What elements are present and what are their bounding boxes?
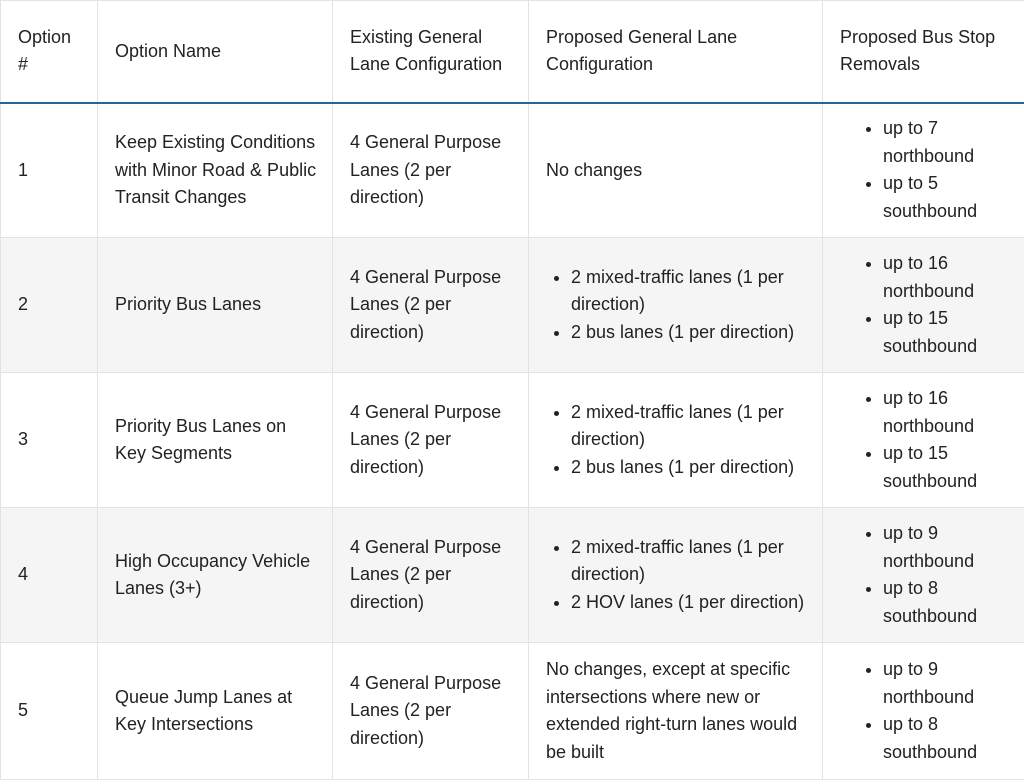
table-row <box>1 508 1024 643</box>
header-bus-stop-removals-label: Proposed Bus Stop Removals <box>840 26 996 75</box>
table-row <box>1 103 1024 238</box>
header-proposed-config <box>529 1 823 103</box>
existing-config-cell: 4 General Purpose Lanes (2 per direction) <box>333 643 529 780</box>
proposed-config-list <box>529 399 808 482</box>
option-number-cell: 2 <box>1 238 98 373</box>
proposed-config-cell: No changes <box>529 103 823 238</box>
existing-config-cell: 4 General Purpose Lanes (2 per direction) <box>333 373 529 508</box>
list-item: • up to 5 southbound <box>883 170 1010 225</box>
list-item: • up to 7 northbound <box>883 115 1010 170</box>
proposed-config-list <box>529 264 808 347</box>
list-item: • up to 8 southbound <box>883 711 1010 766</box>
proposed-config-cell <box>529 508 823 643</box>
bus-stop-list <box>841 385 1010 495</box>
list-item: • 2 mixed-traffic lanes (1 per direction) <box>571 264 808 319</box>
option-number-cell: 4 <box>1 508 98 643</box>
proposed-config-cell <box>529 373 823 508</box>
option-number-cell: 1 <box>1 103 98 238</box>
existing-config-cell: 4 General Purpose Lanes (2 per direction) <box>333 103 529 238</box>
existing-config-cell: 4 General Purpose Lanes (2 per direction) <box>333 508 529 643</box>
option-number-cell: 3 <box>1 373 98 508</box>
existing-config-cell: 4 General Purpose Lanes (2 per direction) <box>333 238 529 373</box>
header-existing-config-label: Existing General Lane Configuration <box>350 26 503 75</box>
list-item: • 2 bus lanes (1 per direction) <box>571 454 808 482</box>
list-item: • 2 bus lanes (1 per direction) <box>571 319 808 347</box>
option-name-cell: Keep Existing Conditions with Minor Road & Public Transit Changes <box>98 103 333 238</box>
list-item: • up to 9 northbound <box>883 656 1010 711</box>
table-row <box>1 238 1024 373</box>
proposed-config-list <box>529 534 808 617</box>
option-number-cell: 5 <box>1 643 98 780</box>
list-item: • up to 15 southbound <box>883 440 1010 495</box>
option-name-cell: Priority Bus Lanes <box>98 238 333 373</box>
bus-stop-list <box>841 520 1010 630</box>
bus-stop-removals-cell <box>823 238 1024 373</box>
option-name-cell: Queue Jump Lanes at Key Intersections <box>98 643 333 780</box>
table-body <box>1 103 1024 780</box>
proposed-config-cell: No changes, except at specific intersections where new or extended right-turn lanes would be built <box>529 643 823 780</box>
bus-stop-removals-cell <box>823 508 1024 643</box>
bus-stop-removals-cell <box>823 643 1024 780</box>
header-row <box>1 1 1024 103</box>
header-option-number <box>1 1 98 103</box>
list-item: • 2 HOV lanes (1 per direction) <box>571 589 808 617</box>
proposed-config-cell <box>529 238 823 373</box>
list-item: • up to 16 northbound <box>883 385 1010 440</box>
table-row <box>1 373 1024 508</box>
header-bus-stop-removals <box>823 1 1024 103</box>
header-existing-config <box>333 1 529 103</box>
bus-stop-removals-cell <box>823 373 1024 508</box>
bus-stop-list <box>841 115 1010 225</box>
bus-stop-list <box>841 250 1010 360</box>
header-option-name-label: Option Name <box>115 40 222 61</box>
bus-stop-list <box>841 656 1010 766</box>
list-item: • up to 15 southbound <box>883 305 1010 360</box>
header-proposed-config-label: Proposed General Lane Configuration <box>546 26 738 75</box>
option-name-cell: Priority Bus Lanes on Key Segments <box>98 373 333 508</box>
list-item: • up to 8 southbound <box>883 575 1010 630</box>
table-header <box>1 1 1024 103</box>
bus-stop-removals-cell <box>823 103 1024 238</box>
list-item: • up to 9 northbound <box>883 520 1010 575</box>
list-item: • 2 mixed-traffic lanes (1 per direction) <box>571 399 808 454</box>
option-name-cell: High Occupancy Vehicle Lanes (3+) <box>98 508 333 643</box>
list-item: • 2 mixed-traffic lanes (1 per direction) <box>571 534 808 589</box>
header-option-number-label: Option # <box>18 26 72 75</box>
list-item: • up to 16 northbound <box>883 250 1010 305</box>
header-option-name <box>98 1 333 103</box>
table-row <box>1 643 1024 780</box>
